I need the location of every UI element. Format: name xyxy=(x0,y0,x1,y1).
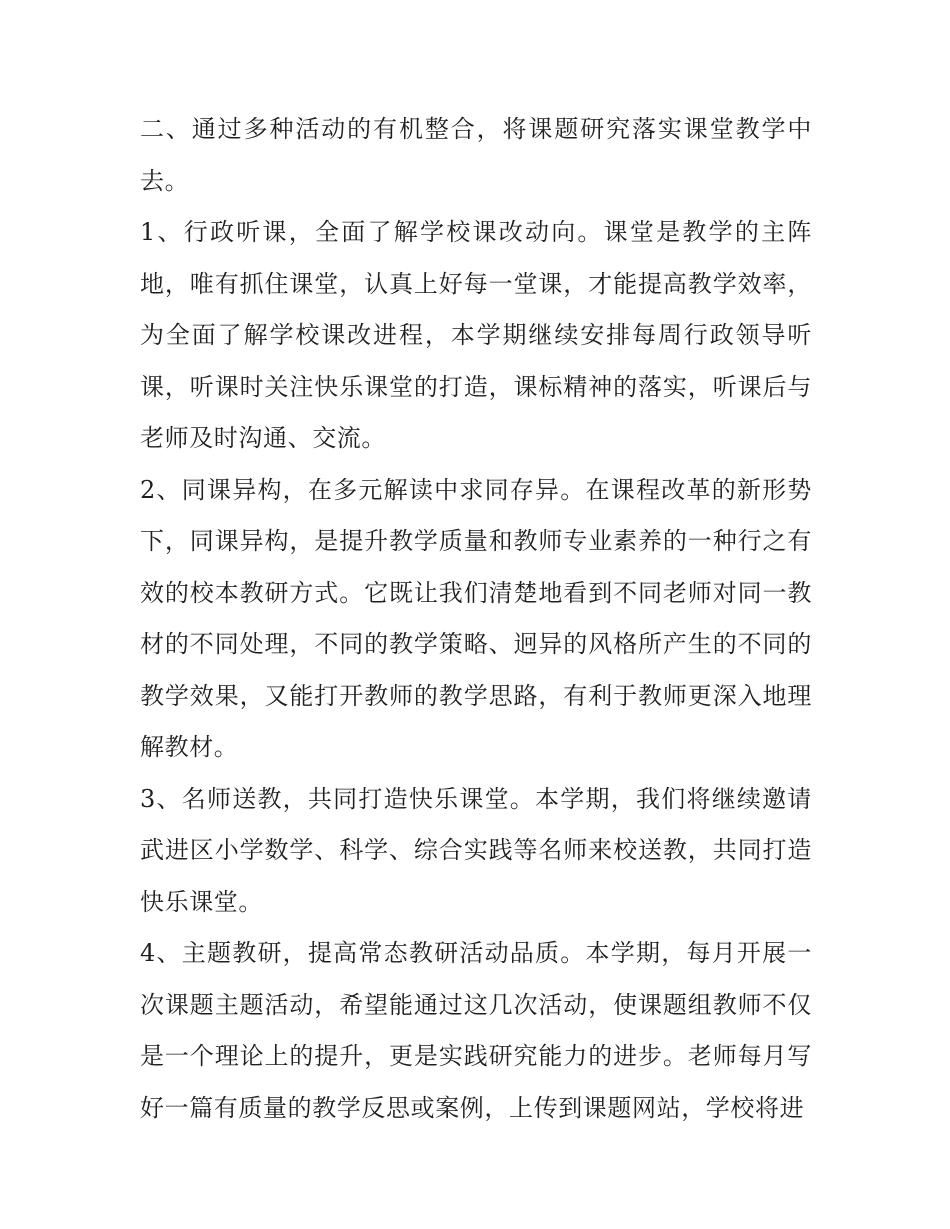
paragraph-item-4-theme-research: 4、主题教研，提高常态教研活动品质。本学期，每月开展一次课题主题活动，希望能通过这几次活动，使课题组教师不仅是一个理论上的提升，更是实践研究能力的进步。老师每月写好一篇有质量的教学反思或案例，上传到课题网站，学校将进 xyxy=(140,939,812,1122)
document-body xyxy=(140,104,812,1134)
paragraph-section-two-heading: 二、通过多种活动的有机整合，将课题研究落实课堂教学中去。 xyxy=(140,115,812,195)
paragraph-item-2-same-lesson-different-design: 2、同课异构，在多元解读中求同存异。在课程改革的新形势下，同课异构，是提升教学质量和教师专业素养的一种行之有效的校本教研方式。它既让我们清楚地看到不同老师对同一教材的不同处理，不同的教学策略、迥异的风格所产生的不同的教学效果，又能打开教师的教学思路，有利于教师更深入地理解教材。 xyxy=(140,475,812,761)
paragraph-item-3-famous-teachers: 3、名师送教，共同打造快乐课堂。本学期，我们将继续邀请武进区小学数学、科学、综合实践等名师来校送教，共同打造快乐课堂。 xyxy=(140,784,812,916)
paragraph-item-1-administrative-observation: 1、行政听课，全面了解学校课改动向。课堂是教学的主阵地，唯有抓住课堂，认真上好每一堂课，才能提高教学效率，为全面了解学校课改进程，本学期继续安排每周行政领导听课，听课时关注快乐课堂的打造，课标精神的落实，听课后与老师及时沟通、交流。 xyxy=(140,218,812,452)
